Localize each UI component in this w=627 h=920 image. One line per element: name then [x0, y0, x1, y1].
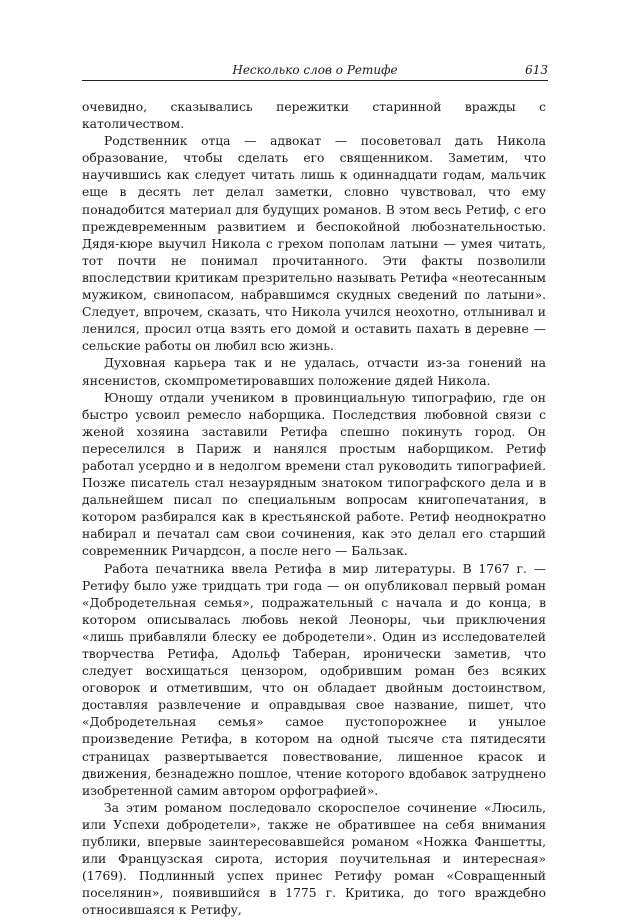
- paragraph: Родственник отца — адвокат — посоветовал дать Никола образование, чтобы сделать его священником. Заметим, что научившись как следует читать лишь к одиннадцати годам, мальчик еще в десять лет делал заметки, словно чувствовал, что ему понадобится материал для будущих романов. В этом весь Ретиф, с его преждевременным развитием и беспокойной любознательностью. Дядя-кюре выучил Никола с грехом пополам латыни — умея читать, тот почти не понимал прочитанного. Эти факты позволили впоследствии критикам презрительно называть Ретифа «неотесанным мужиком, свинопасом, набравшимся скудных сведений по латыни». Следует, впрочем, сказать, что Никола учился неохотно, отлынивал и ленился, просил отца взять его домой и оставить пахать в деревне — сельские работы он любил всю жизнь.: [82, 134, 546, 354]
- paragraph-continuation: очевидно, сказывались пережитки старинной вражды с католичеством.: [82, 100, 546, 132]
- page-number: 613: [525, 63, 548, 77]
- running-title: Несколько слов о Ретифе: [232, 63, 398, 77]
- body-text: [82, 99, 546, 920]
- paragraph: За этим романом последовало скороспелое сочинение «Люсиль, или Успехи добродетели», также не обратившее на себя внимания публики, впервые заинтересовавшейся романом «Ножка Фаншетты, или Французская сирота, история поучительная и интересная» (1769). Подлинный успех принес Ретифу роман «Совращенный поселянин», появившийся в 1775 г. Критика, до того враждебно относившаяся к Ретифу,: [82, 800, 546, 918]
- paragraph: Работа печатника ввела Ретифа в мир литературы. В 1767 г. — Ретифу было уже тридцать три года — он опубликовал первый роман «Добродетельная семья», подражательный с начала и до конца, в котором описывалась любовь некой Леоноры, чьи приключения «лишь прибавляли блеску ее добродетели». Один из исследователей творчества Ретифа, Адольф Таберан, иронически заметив, что следует восхищаться цензором, одобрившим роман без всяких оговорок и отметившим, что он обладает двойным достоинством, доставляя развлечение и оправдывая свое название, пишет, что «Добродетельная семья» самое пустопорожнее и унылое произведение Ретифа, в котором на одной тысяче ста пятидесяти страницах развертывается повествование, лишенное красок и движения, безнадежно пошлое, чтение которого вдобавок затруднено изобретенной самим автором орфографией».: [82, 561, 546, 798]
- paragraph: Юношу отдали учеником в провинциальную типографию, где он быстро усвоил ремесло наборщика. Последствия любовной связи с женой хозяина заставили Ретифа спешно покинуть город. Он переселился в Париж и нанялся простым наборщиком. Ретиф работал усердно и в недолгом времени стал руководить типографией. Позже писатель стал незаурядным знатоком типографского дела и в дальнейшем писал по специальным вопросам книгопечатания, в котором разбирался как в крестьянской работе. Ретиф неоднократно набирал и печатал сам свои сочинения, как это делал его старший современник Ричардсон, а после него — Бальзак.: [82, 390, 546, 559]
- paragraph: Духовная карьера так и не удалась, отчасти из-за гонений на янсенистов, скомпрометировавших положение дядей Никола.: [82, 356, 546, 388]
- running-header: [82, 60, 548, 81]
